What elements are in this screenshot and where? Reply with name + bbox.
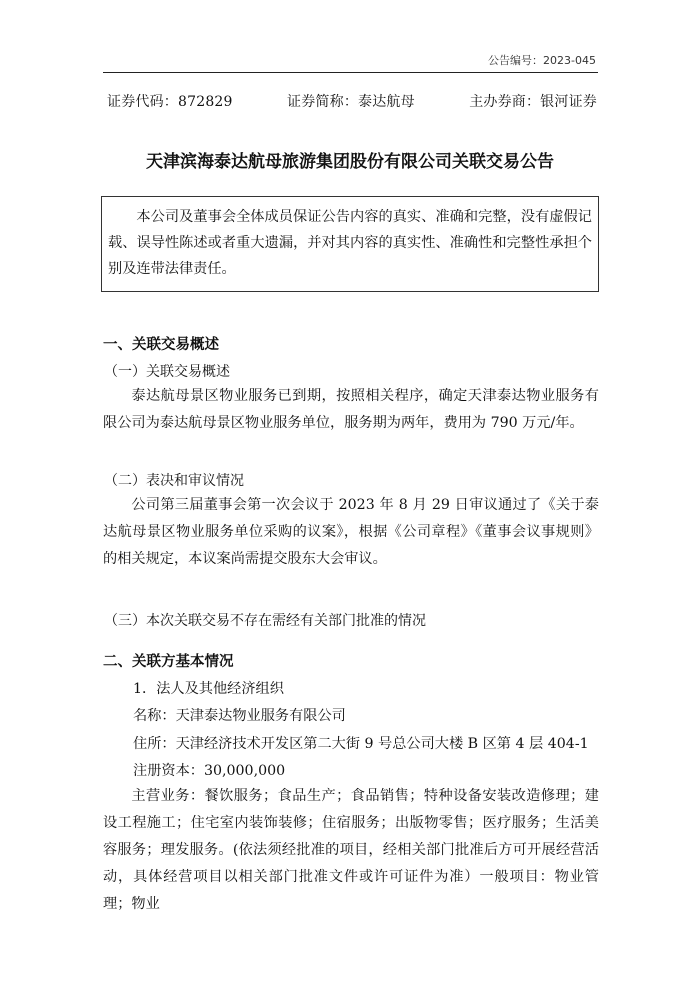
section1-sub2-heading: （二）表决和审议情况	[104, 473, 244, 489]
sponsor-broker: 主办券商：银河证券	[469, 94, 597, 110]
party-name: 名称：天津泰达物业服务有限公司	[133, 708, 346, 724]
security-code: 证券代码：872829	[107, 94, 233, 110]
section1-sub1-text: 泰达航母景区物业服务已到期，按照相关程序，确定天津泰达物业服务有限公司为泰达航母景区物业服务单位，服务期为两年，费用为 790 万元/年。	[103, 388, 599, 431]
section1-sub3-heading: （三）本次关联交易不存在需经有关部门批准的情况	[104, 613, 426, 629]
section2-heading: 二、关联方基本情况	[103, 654, 234, 670]
party-business-scope: 主营业务：餐饮服务；食品生产；食品销售；特种设备安装改造修理；建设工程施工；住宅室内装饰装修；住宿服务；出版物零售；医疗服务；生活美容服务；理发服务。(依法须经批准的项目，经相关部门批准后方可开展经营活动，具体经营项目以相关部门批准文件或许可证件为准）一般项目：物业管理；物业	[103, 788, 599, 912]
party-capital: 注册资本：30,000,000	[133, 763, 286, 779]
section1-sub2-text: 公司第三届董事会第一次会议于 2023 年 8 月 29 日审议通过了《关于泰达航母景区物业服务单位采购的议案》，根据《公司章程》《董事会议事规则》的相关规定，本议案尚需提交股东大会审议。	[103, 497, 599, 567]
section2-item1: 1．法人及其他经济组织	[133, 681, 284, 697]
security-info-row	[107, 91, 597, 111]
security-short-name: 证券简称：泰达航母	[287, 94, 415, 110]
notice-number: 公告编号：2023-045	[488, 54, 596, 67]
header-divider	[103, 72, 598, 73]
page-title: 天津滨海泰达航母旅游集团股份有限公司关联交易公告	[146, 152, 554, 172]
section1-heading: 一、关联交易概述	[103, 337, 219, 353]
section1-sub1-heading: （一）关联交易概述	[104, 364, 230, 380]
disclaimer-box: 本公司及董事会全体成员保证公告内容的真实、准确和完整，没有虚假记载、误导性陈述或者重大遗漏，并对其内容的真实性、准确性和完整性承担个别及连带法律责任。	[101, 196, 599, 292]
party-address: 住所：天津经济技术开发区第二大街 9 号总公司大楼 B 区第 4 层 404-1	[133, 736, 589, 752]
